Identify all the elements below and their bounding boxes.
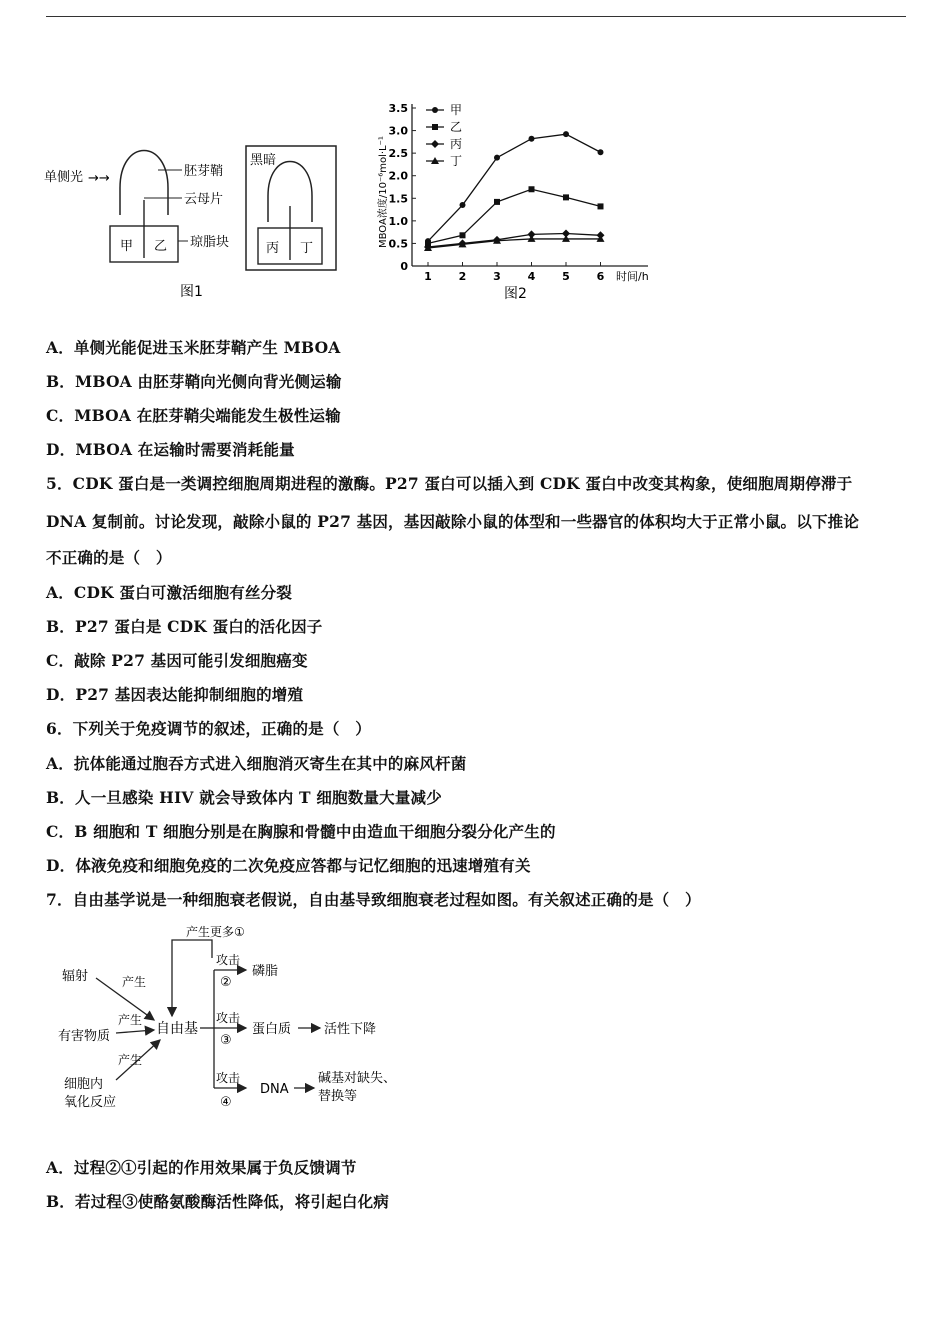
q5-stem-line1: 5．CDK 蛋白是一类调控细胞周期进程的激酶。P27 蛋白可以插入到 CDK 蛋白中改变其构象，使细胞周期停滞于 — [46, 474, 853, 493]
chart-x-tick-label: 1 — [424, 270, 432, 283]
chart-y-tick-label: 2.0 — [388, 169, 408, 183]
figure2-chart — [370, 98, 670, 310]
produce-label-2: 产生 — [118, 1013, 143, 1027]
chart-x-tick-label: 2 — [458, 270, 467, 283]
step-3: ③ — [220, 1033, 232, 1048]
light-label: 单侧光 — [44, 170, 84, 185]
chart-y-tick-label: 1.5 — [388, 192, 408, 206]
block-jia: 甲 — [120, 239, 134, 254]
chart-legend-label: 丙 — [450, 137, 463, 151]
step-2: ② — [220, 975, 232, 990]
chart-y-tick-label: 2.5 — [388, 147, 408, 161]
chart-x-tick-label: 4 — [527, 270, 536, 283]
chart-legend-label: 甲 — [450, 103, 463, 117]
chart-point — [460, 232, 466, 238]
produce-label-1: 产生 — [122, 975, 147, 989]
chart-point — [494, 199, 500, 205]
chart-x-tick-label: 6 — [596, 270, 605, 283]
block-yi: 乙 — [154, 239, 168, 254]
produce-more-label: 产生更多① — [186, 925, 245, 939]
mica-label: 云母片 — [184, 192, 224, 207]
chart-point — [494, 155, 500, 161]
q6-option-d: D．体液免疫和细胞免疫的二次免疫应答都与记忆细胞的迅速增殖有关 — [46, 856, 531, 875]
radiation-label: 辐射 — [62, 969, 89, 984]
chart-point — [563, 131, 569, 137]
q4-option-c: C．MBOA 在胚芽鞘尖端能发生极性运输 — [46, 406, 341, 425]
q7-option-b: B．若过程③使酪氨酸酶活性降低，将引起白化病 — [46, 1192, 390, 1211]
chart-legend-marker — [432, 107, 438, 113]
chart-series-line-1 — [428, 189, 601, 243]
chart-y-tick-label: 1.0 — [388, 214, 408, 228]
free-radical-label: 自由基 — [156, 1021, 198, 1037]
q6-option-b: B．人一旦感染 HIV 就会导致体内 T 细胞数量大量减少 — [46, 788, 442, 807]
chart-y-label: MBOA浓度/10⁻⁶mol·L⁻¹ — [378, 136, 389, 248]
dna-label: DNA — [260, 1082, 289, 1097]
q7-option-a: A．过程②①引起的作用效果属于负反馈调节 — [46, 1158, 357, 1177]
q4-option-a: A．单侧光能促进玉米胚芽鞘产生 MBOA — [46, 338, 341, 357]
chart-legend-marker — [432, 124, 438, 130]
agar-label: 琼脂块 — [190, 235, 230, 250]
chart-point — [598, 203, 604, 209]
chart-x-label: 时间/h — [616, 270, 649, 283]
q4-option-d: D．MBOA 在运输时需要消耗能量 — [46, 440, 295, 459]
harmful-label: 有害物质 — [58, 1029, 111, 1044]
coleoptile-label: 胚芽鞘 — [184, 164, 224, 179]
chart-point — [529, 136, 535, 142]
chart-x-tick-label: 3 — [493, 270, 501, 283]
chart-y-tick-label: 3.5 — [388, 102, 408, 115]
attack-label-3: 攻击 — [216, 1071, 241, 1085]
q5-stem-line2: DNA 复制前。讨论发现，敲除小鼠的 P27 基因，基因敲除小鼠的体型和一些器官的体积均大于正常小鼠。以下推论 — [46, 512, 860, 531]
dark-label: 黑暗 — [250, 153, 277, 168]
phospholipid-label: 磷脂 — [252, 964, 279, 979]
q7-stem: 7．自由基学说是一种细胞衰老假说，自由基导致细胞衰老过程如图。有关叙述正确的是（ ） — [46, 890, 701, 909]
q6-option-c: C．B 细胞和 T 细胞分别是在胸腺和骨髓中由造血干细胞分裂分化产生的 — [46, 822, 556, 841]
chart-point — [598, 149, 604, 155]
base-change-label-2: 替换等 — [318, 1089, 358, 1104]
produce-label-3: 产生 — [118, 1053, 143, 1067]
chart-point — [460, 202, 466, 208]
chart-point — [529, 186, 535, 192]
chart-y-tick-label: 0 — [400, 260, 408, 273]
figure1-diagram — [40, 118, 360, 308]
header-rule — [46, 16, 906, 17]
oxidation-label-2: 氧化反应 — [64, 1095, 117, 1110]
q6-option-a: A．抗体能通过胞吞方式进入细胞消灭寄生在其中的麻风杆菌 — [46, 754, 467, 773]
oxidation-label-1: 细胞内 — [64, 1077, 104, 1092]
q5-option-c: C．敲除 P27 基因可能引发细胞癌变 — [46, 651, 308, 670]
chart-legend-label: 丁 — [450, 154, 463, 168]
q5-option-d: D．P27 基因表达能抑制细胞的增殖 — [46, 685, 304, 704]
q5-option-a: A．CDK 蛋白可激活细胞有丝分裂 — [46, 583, 293, 602]
attack-label-2: 攻击 — [216, 1011, 241, 1025]
figure2-caption: 图2 — [504, 286, 527, 302]
q5-option-b: B．P27 蛋白是 CDK 蛋白的活化因子 — [46, 617, 323, 636]
figure1-caption: 图1 — [180, 284, 203, 300]
q5-stem-line3: 不正确的是（ ） — [46, 548, 172, 567]
chart-point — [563, 194, 569, 200]
chart-legend-label: 乙 — [450, 120, 463, 134]
base-change-label-1: 碱基对缺失、 — [318, 1071, 397, 1086]
block-ding: 丁 — [300, 241, 314, 256]
chart-legend-marker — [431, 140, 439, 148]
chart-y-tick-label: 0.5 — [388, 237, 408, 251]
chart-y-tick-label: 3.0 — [388, 124, 408, 138]
step-4: ④ — [220, 1095, 232, 1110]
chart-x-tick-label: 5 — [562, 270, 570, 283]
block-bing: 丙 — [266, 241, 280, 256]
free-radical-diagram — [50, 918, 410, 1128]
attack-label-1: 攻击 — [216, 953, 241, 967]
chart-series-line-3 — [428, 239, 601, 248]
protein-label: 蛋白质 — [252, 1022, 292, 1037]
activity-down-label: 活性下降 — [324, 1022, 377, 1037]
q4-option-b: B．MBOA 由胚芽鞘向光侧向背光侧运输 — [46, 372, 342, 391]
q6-stem: 6．下列关于免疫调节的叙述，正确的是（ ） — [46, 719, 371, 738]
light-arrows: →→ — [88, 171, 110, 186]
